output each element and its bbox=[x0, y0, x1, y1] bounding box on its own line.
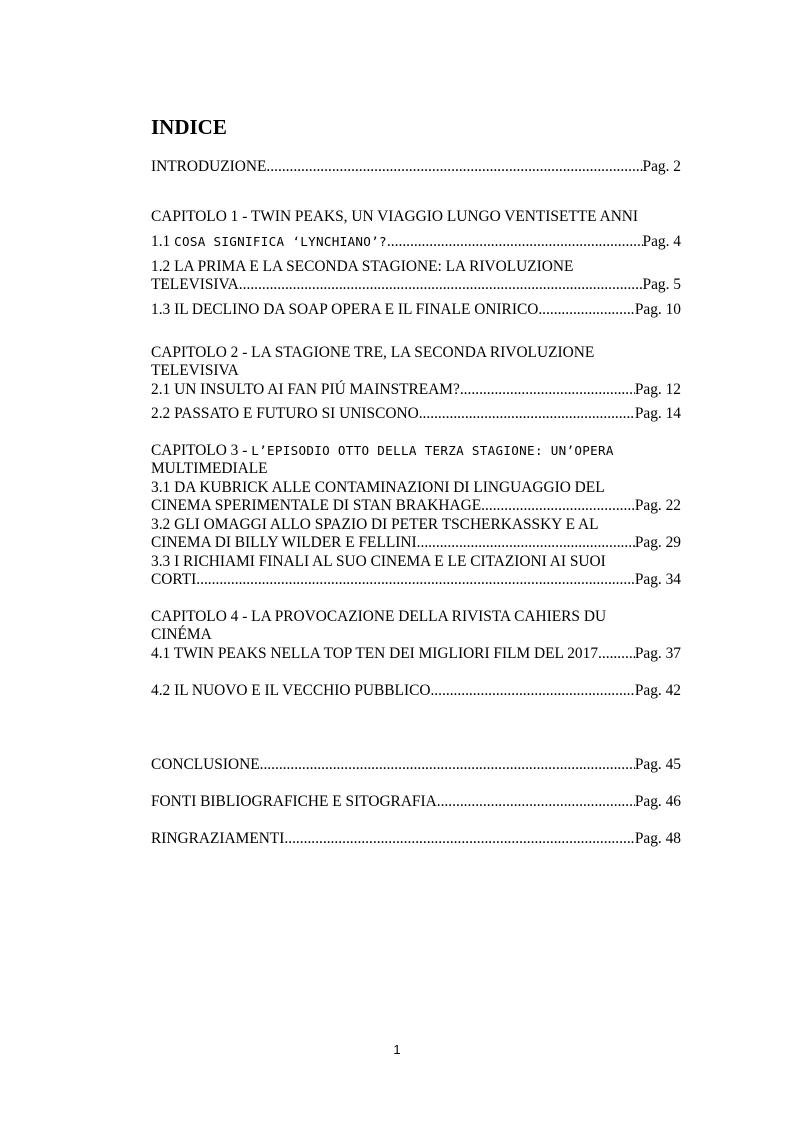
toc-entry-text: 2.2 PASSATO E FUTURO SI UNISCONO bbox=[151, 405, 419, 422]
toc-entry-1-2-line1[interactable]: 1.2 LA PRIMA E LA SECONDA STAGIONE: LA RIVOLUZIONE bbox=[151, 258, 574, 275]
toc-entry-text: INTRODUZIONE bbox=[151, 158, 267, 175]
toc-entry-3-3[interactable] bbox=[151, 571, 681, 589]
toc-entry-3-2[interactable] bbox=[151, 534, 681, 552]
toc-entry-1-1[interactable] bbox=[151, 233, 681, 251]
toc-entry-1-3[interactable] bbox=[151, 301, 681, 319]
toc-entry-text: FONTI BIBLIOGRAFICHE E SITOGRAFIA bbox=[151, 793, 437, 810]
toc-entry-text: CINEMA DI BILLY WILDER E FELLINI bbox=[151, 534, 417, 551]
dot-leader bbox=[387, 233, 643, 251]
toc-entry-introduzione[interactable] bbox=[151, 158, 681, 176]
toc-entry-text: CONCLUSIONE bbox=[151, 756, 260, 773]
toc-entry-4-1[interactable] bbox=[151, 645, 681, 663]
chapter-3-title: L’EPISODIO OTTO DELLA TERZA STAGIONE: UN’OPERA bbox=[251, 443, 614, 458]
toc-entry-text: COSA SIGNIFICA ‘LYNCHIANO’? bbox=[174, 234, 387, 249]
toc-page-number: Pag. 29 bbox=[634, 534, 681, 551]
toc-page-number: Pag. 2 bbox=[642, 158, 681, 175]
toc-page-number: Pag. 22 bbox=[634, 497, 681, 514]
toc-page-number: Pag. 45 bbox=[634, 756, 681, 773]
toc-entry-text: 4.1 TWIN PEAKS NELLA TOP TEN DEI MIGLIORI FILM DEL 2017 bbox=[151, 645, 599, 662]
toc-page-number: Pag. 48 bbox=[634, 830, 681, 847]
toc-entry-text: TELEVISIVA bbox=[151, 276, 239, 293]
dot-leader bbox=[481, 497, 635, 515]
toc-entry-1-2[interactable] bbox=[151, 276, 681, 294]
toc-page-number: Pag. 42 bbox=[634, 682, 681, 699]
toc-entry-text: CORTI bbox=[151, 571, 197, 588]
toc-entry-text: 4.2 IL NUOVO E IL VECCHIO PUBBLICO bbox=[151, 682, 431, 699]
toc-page-number: Pag. 5 bbox=[642, 276, 681, 293]
chapter-1-heading: CAPITOLO 1 - TWIN PEAKS, UN VIAGGIO LUNGO VENTISETTE ANNI bbox=[151, 208, 639, 225]
page-number: 1 bbox=[393, 1042, 401, 1057]
toc-entry-fonti[interactable] bbox=[151, 793, 681, 811]
toc-entry-text: RINGRAZIAMENTI bbox=[151, 830, 285, 847]
toc-page-number: Pag. 46 bbox=[634, 793, 681, 810]
toc-entry-ringraziamenti[interactable] bbox=[151, 830, 681, 848]
toc-entry-conclusione[interactable] bbox=[151, 756, 681, 774]
toc-page-number: Pag. 4 bbox=[642, 233, 681, 250]
toc-entry-text: 2.1 UN INSULTO AI FAN PIÚ MAINSTREAM? bbox=[151, 381, 460, 398]
toc-entry-4-2[interactable] bbox=[151, 682, 681, 700]
dot-leader bbox=[196, 571, 635, 589]
toc-entry-number: 1.1 bbox=[151, 233, 175, 250]
toc-entry-3-1-line1[interactable]: 3.1 DA KUBRICK ALLE CONTAMINAZIONI DI LINGUAGGIO DEL bbox=[151, 479, 605, 496]
chapter-4-heading-line1: CAPITOLO 4 - LA PROVOCAZIONE DELLA RIVISTA CAHIERS DU bbox=[151, 608, 607, 625]
dot-leader bbox=[239, 276, 643, 294]
dot-leader bbox=[284, 830, 634, 848]
chapter-2-heading-line1: CAPITOLO 2 - LA STAGIONE TRE, LA SECONDA RIVOLUZIONE bbox=[151, 344, 595, 361]
chapter-3-heading-line2: MULTIMEDIALE bbox=[151, 460, 268, 477]
toc-page-number: Pag. 37 bbox=[634, 645, 681, 662]
toc-page-number: Pag. 34 bbox=[634, 571, 681, 588]
dot-leader bbox=[538, 301, 634, 319]
dot-leader bbox=[598, 645, 635, 663]
toc-page-number: Pag. 14 bbox=[634, 405, 681, 422]
chapter-2-heading-line2: TELEVISIVA bbox=[151, 362, 239, 379]
dot-leader bbox=[430, 682, 634, 700]
toc-entry-3-1[interactable] bbox=[151, 497, 681, 515]
dot-leader bbox=[419, 405, 635, 423]
chapter-4-heading-line2: CINÉMA bbox=[151, 626, 212, 643]
toc-page-number: Pag. 10 bbox=[634, 301, 681, 318]
chapter-3-label: CAPITOLO 3 - bbox=[151, 442, 252, 459]
toc-entry-2-2[interactable] bbox=[151, 405, 681, 423]
toc-entry-text: 1.3 IL DECLINO DA SOAP OPERA E IL FINALE ONIRICO bbox=[151, 301, 539, 318]
toc-page-number: Pag. 12 bbox=[634, 381, 681, 398]
dot-leader bbox=[460, 381, 635, 399]
dot-leader bbox=[437, 793, 635, 811]
toc-entry-2-1[interactable] bbox=[151, 381, 681, 399]
chapter-3-heading-line1 bbox=[151, 442, 681, 460]
dot-leader bbox=[260, 756, 635, 774]
dot-leader bbox=[417, 534, 635, 552]
index-title: INDICE bbox=[151, 115, 227, 139]
toc-entry-3-2-line1[interactable]: 3.2 GLI OMAGGI ALLO SPAZIO DI PETER TSCHERKASSKY E AL bbox=[151, 516, 599, 533]
toc-entry-text: CINEMA SPERIMENTALE DI STAN BRAKHAGE bbox=[151, 497, 482, 514]
toc-entry-3-3-line1[interactable]: 3.3 I RICHIAMI FINALI AL SUO CINEMA E LE CITAZIONI AI SUOI bbox=[151, 553, 606, 570]
dot-leader bbox=[266, 158, 642, 176]
